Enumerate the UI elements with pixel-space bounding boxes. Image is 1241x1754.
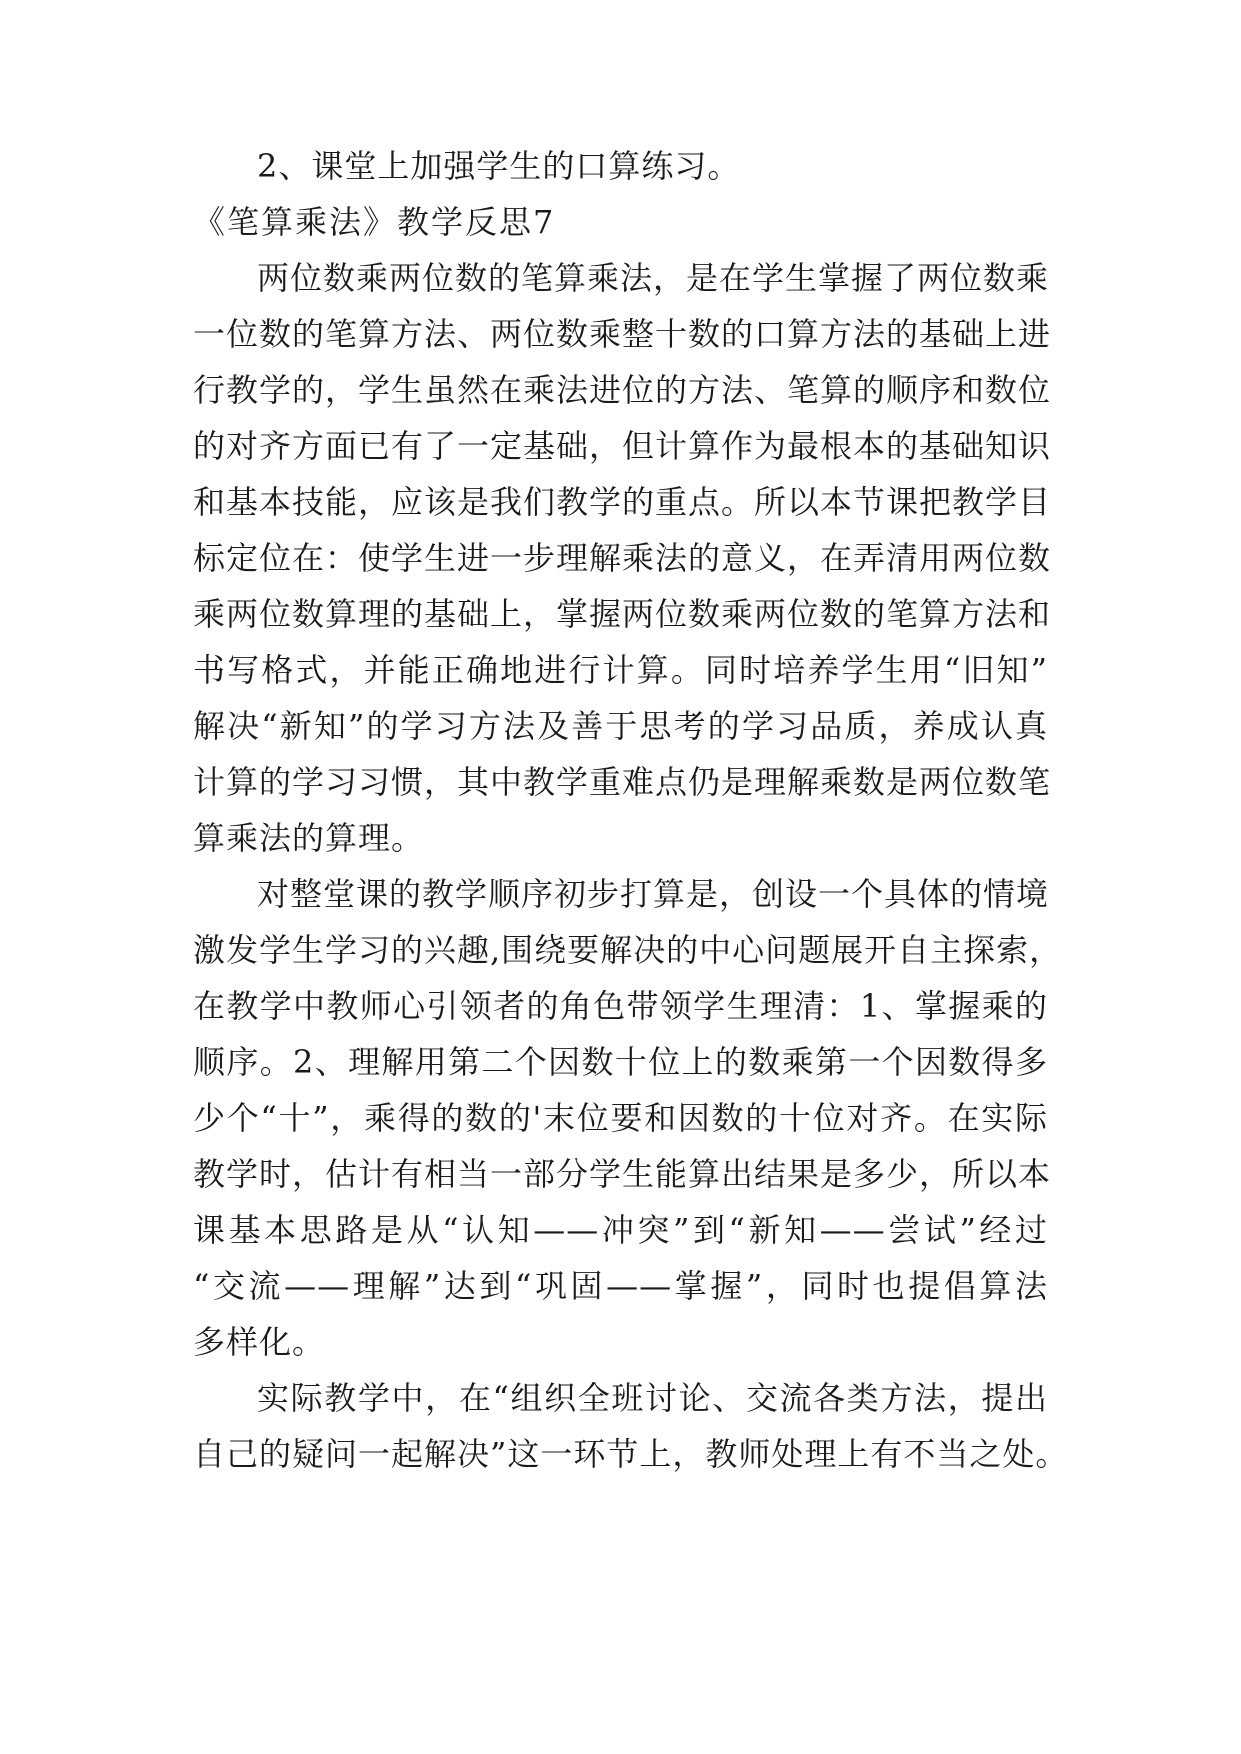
paragraph-line: 算乘法的算理。 — [193, 819, 425, 857]
paragraph-line: 乘两位数算理的基础上，掌握两位数乘两位数的笔算方法和 — [193, 595, 1052, 633]
paragraph-line: 解决“新知”的学习方法及善于思考的学习品质，养成认真 — [193, 707, 1048, 745]
paragraph-line: 实际教学中，在“组织全班讨论、交流各类方法，提出 — [257, 1379, 1048, 1417]
paragraph-line: 多样化。 — [193, 1323, 326, 1361]
paragraph-line: 行教学的，学生虽然在乘法进位的方法、笔算的顺序和数位 — [193, 371, 1052, 409]
paragraph-line: 书写格式，并能正确地进行计算。同时培养学生用“旧知” — [193, 651, 1048, 689]
paragraph-line: 两位数乘两位数的笔算乘法，是在学生掌握了两位数乘 — [257, 259, 1050, 297]
paragraph-line: 的对齐方面已有了一定基础，但计算作为最根本的基础知识 — [193, 427, 1052, 465]
paragraph-line: 一位数的笔算方法、两位数乘整十数的口算方法的基础上进 — [193, 315, 1052, 353]
paragraph-line: 课基本思路是从“认知——冲突”到“新知——尝试”经过 — [193, 1211, 1048, 1249]
paragraph-line: “交流——理解”达到“巩固——掌握”，同时也提倡算法 — [193, 1267, 1048, 1305]
paragraph-line: 顺序。2、理解用第二个因数十位上的数乘第一个因数得多 — [193, 1043, 1048, 1081]
paragraph-line: 教学时，估计有相当一部分学生能算出结果是多少，所以本 — [193, 1155, 1052, 1193]
paragraph-line: 和基本技能，应该是我们教学的重点。所以本节课把教学目 — [193, 483, 1052, 521]
section-heading: 《笔算乘法》教学反思7 — [193, 203, 556, 241]
paragraph-line: 标定位在：使学生进一步理解乘法的意义，在弄清用两位数 — [193, 539, 1052, 577]
paragraph-line: 少个“十”，乘得的数的'末位要和因数的十位对齐。在实际 — [193, 1099, 1048, 1137]
paragraph-line: 计算的学习习惯，其中教学重难点仍是理解乘数是两位数笔 — [193, 763, 1052, 801]
paragraph-line: 在教学中教师心引领者的角色带领学生理清：1、掌握乘的 — [193, 987, 1048, 1025]
list-item-line: 2、课堂上加强学生的口算练习。 — [257, 147, 741, 185]
paragraph-line: 激发学生学习的兴趣,围绕要解决的中心问题展开自主探索， — [193, 931, 1063, 969]
paragraph-line: 自己的疑问一起解决”这一环节上，教师处理上有不当之处。 — [193, 1435, 1069, 1473]
paragraph-line: 对整堂课的教学顺序初步打算是，创设一个具体的情境 — [257, 875, 1050, 913]
